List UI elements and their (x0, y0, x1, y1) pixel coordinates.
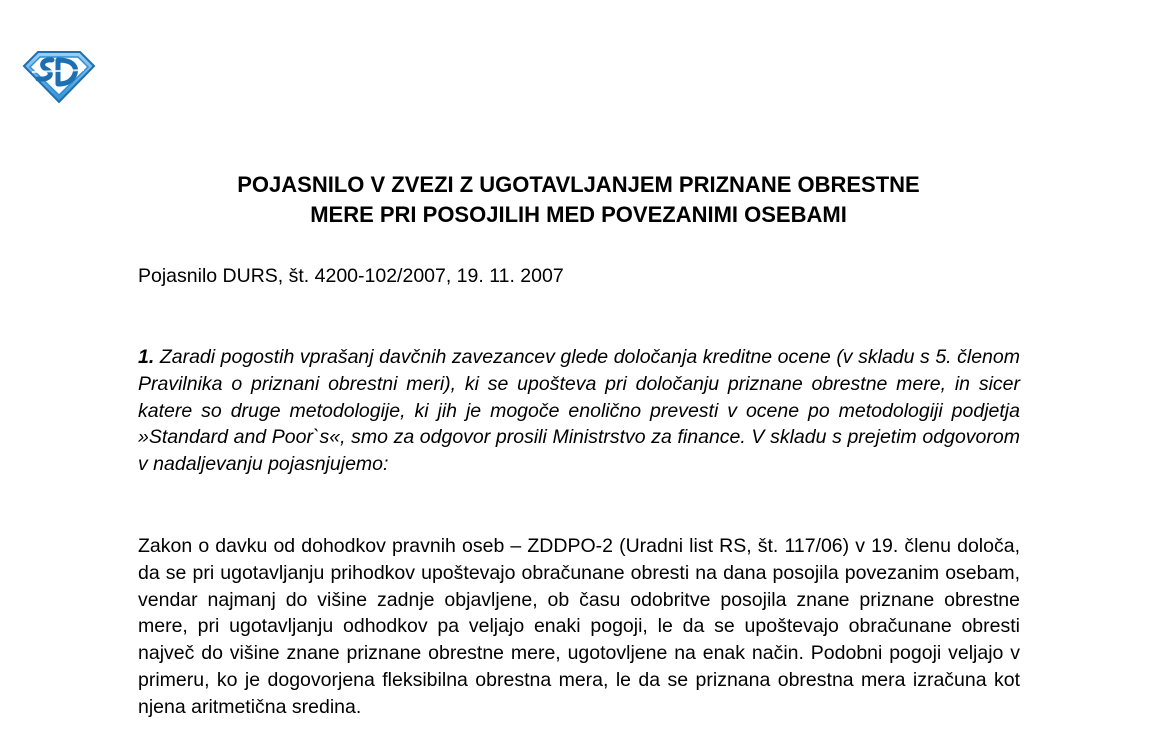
section-1-paragraph (138, 344, 1020, 478)
document-reference: Pojasnilo DURS, št. 4200-102/2007, 19. 11. 2007 (138, 265, 564, 287)
title-line-2: MERE PRI POSOJILIH MED POVEZANIMI OSEBAMI (310, 202, 847, 227)
section-number: 1. (138, 346, 155, 368)
sd-diamond-logo-icon (22, 48, 96, 104)
title-line-1: POJASNILO V ZVEZI Z UGOTAVLJANJEM PRIZNANE OBRESTNE (237, 172, 920, 197)
section-1-text: Zaradi pogostih vprašanj davčnih zavezancev glede določanja kreditne ocene (v skladu s 5. členom Pravilnika o priznani obrestni meri), ki se upošteva pri določanju priznane obrestne mere, in sicer katere so druge metodologije, ki jih je mogoče enolično prevesti v ocene po metodologiji podjetja »Standard and Poor`s«, smo za odgovor prosili Ministrstvo za finance. V skladu s prejetim odgovorom v nadaljevanju pojasnjujemo: (138, 346, 1020, 476)
document-title (120, 170, 1037, 230)
body-paragraph: Zakon o davku od dohodkov pravnih oseb – ZDDPO-2 (Uradni list RS, št. 117/06) v 19. členu določa, da se pri ugotavljanju prihodkov upoštevajo obračunane obresti na dana posojila povezanim osebam, vendar najmanj do višine zadnje objavljene, ob času odobritve posojila znane priznane obrestne mere, pri ugotavljanju odhodkov pa veljajo enaki pogoji, le da se upoštevajo obračunane obresti največ do višine znane priznane obrestne mere, ugotovljene na enak način. Podobni pogoji veljajo v primeru, ko je dogovorjena fleksibilna obrestna mera, le da se priznana obrestna mera izračuna kot njena aritmetična sredina. (138, 535, 1020, 718)
